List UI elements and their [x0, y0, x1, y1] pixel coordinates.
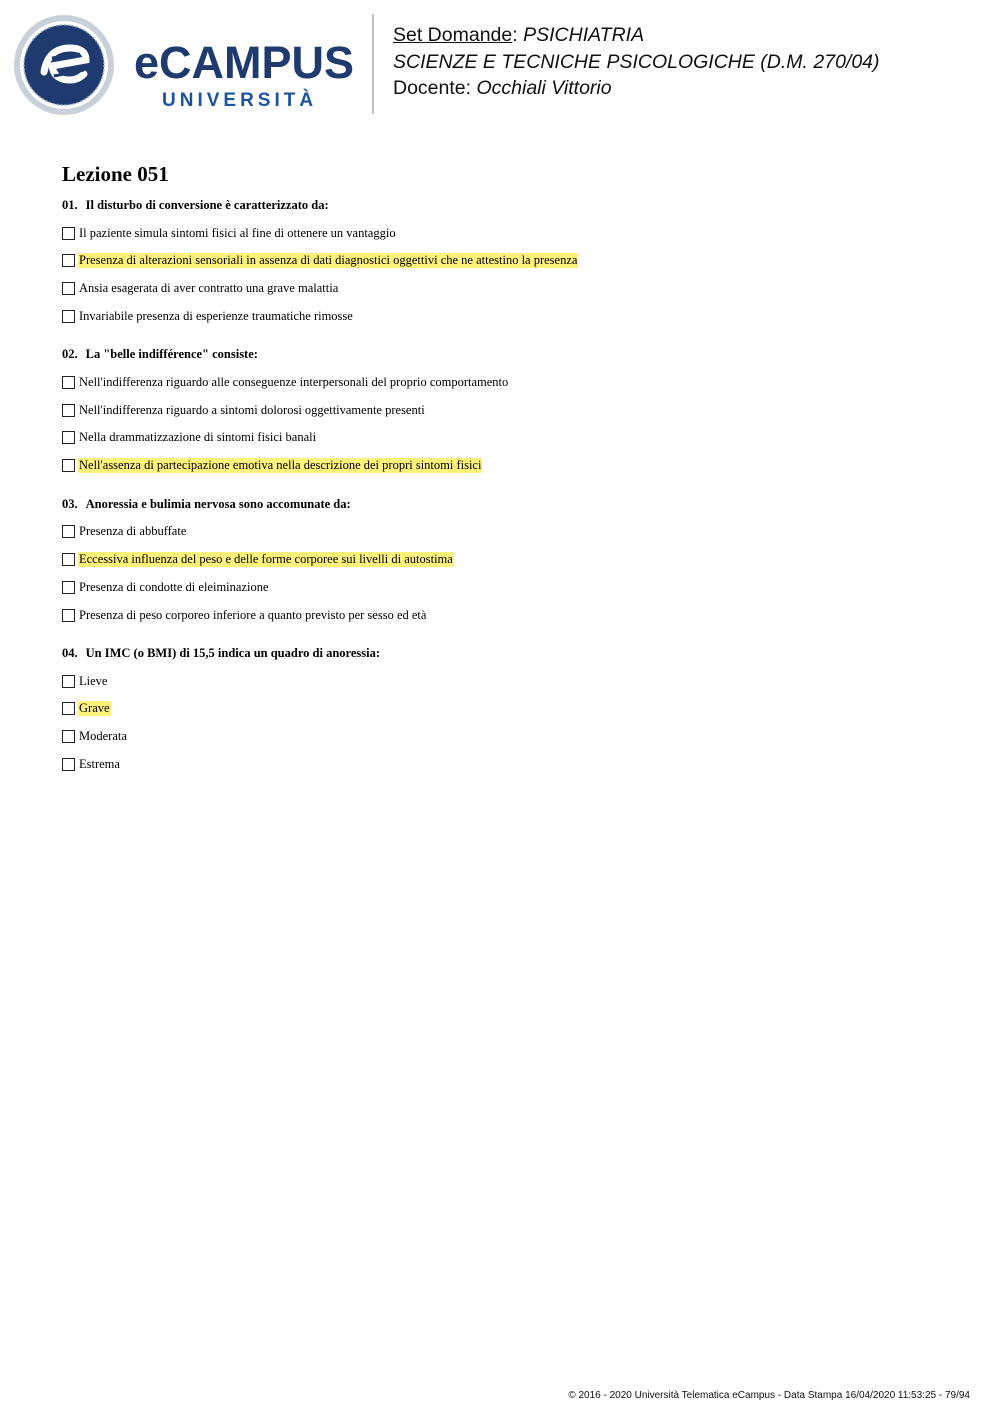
question-text — [62, 197, 962, 213]
brand-subtitle: UNIVERSITÀ — [162, 90, 318, 111]
answer-option — [62, 225, 962, 241]
page-header — [0, 0, 1000, 130]
answer-option — [62, 729, 962, 745]
answer-text: Nell'indifferenza riguardo a sintomi dolorosi oggettivamente presenti — [79, 402, 425, 417]
checkbox[interactable] — [62, 459, 75, 472]
question-number: 02. — [62, 347, 78, 362]
answer-option-correct — [62, 701, 962, 717]
set-line: Set Domande: PSICHIATRIA — [393, 24, 645, 46]
set-value: PSICHIATRIA — [523, 24, 645, 46]
answer-option — [62, 757, 962, 773]
answer-option — [62, 579, 962, 595]
set-label: Set Domande — [393, 24, 513, 46]
page-footer: © 2016 - 2020 Università Telematica eCampus - Data Stampa 16/04/2020 11:53:25 - 79/94 — [568, 1390, 970, 1401]
brand-text: eCAMPUS — [134, 37, 355, 88]
checkbox[interactable] — [62, 675, 75, 688]
checkbox[interactable] — [62, 227, 75, 240]
answer-option-correct — [62, 552, 962, 568]
teacher-label: Docente: — [393, 77, 472, 99]
question-01 — [62, 197, 962, 324]
checkbox[interactable] — [62, 581, 75, 594]
answer-text: Moderata — [79, 729, 127, 744]
checkbox[interactable] — [62, 758, 75, 771]
checkbox[interactable] — [62, 310, 75, 323]
question-label: Il disturbo di conversione è caratterizzato da: — [85, 198, 329, 212]
question-list — [62, 197, 962, 795]
question-number: 01. — [62, 198, 78, 212]
header-divider — [372, 14, 374, 114]
checkbox[interactable] — [62, 431, 75, 444]
answer-text: Presenza di condotte di eleiminazione — [79, 579, 269, 594]
question-number: 03. — [62, 496, 78, 511]
ecampus-seal-icon — [14, 15, 114, 115]
question-text — [62, 346, 962, 362]
answer-option — [62, 308, 962, 324]
teacher-line — [393, 75, 880, 102]
checkbox[interactable] — [62, 254, 75, 267]
checkbox[interactable] — [62, 404, 75, 417]
answer-text-highlighted: Grave — [79, 701, 110, 716]
checkbox[interactable] — [62, 553, 75, 566]
checkbox[interactable] — [62, 609, 75, 622]
answer-text: Ansia esagerata di aver contratto una grave malattia — [79, 281, 339, 296]
lesson-title: Lezione 051 — [62, 162, 169, 186]
checkbox[interactable] — [62, 525, 75, 538]
answer-option-correct — [62, 458, 962, 474]
answer-option — [62, 673, 962, 689]
answer-text: Presenza di peso corporeo inferiore a quanto previsto per sesso ed età — [79, 607, 427, 622]
answer-text: Nella drammatizzazione di sintomi fisici banali — [79, 430, 317, 445]
answer-option — [62, 524, 962, 540]
checkbox[interactable] — [62, 376, 75, 389]
answer-text: Lieve — [79, 673, 108, 688]
question-text — [62, 645, 962, 661]
question-number: 04. — [62, 646, 78, 661]
answer-option — [62, 402, 962, 418]
checkbox[interactable] — [62, 282, 75, 295]
ecampus-logo — [14, 14, 359, 118]
checkbox[interactable] — [62, 730, 75, 743]
checkbox[interactable] — [62, 702, 75, 715]
header-info — [393, 22, 880, 102]
question-02 — [62, 346, 962, 473]
answer-text: Invariabile presenza di esperienze traumatiche rimosse — [79, 308, 353, 323]
question-label: Anoressia e bulimia nervosa sono accomunate da: — [85, 496, 351, 511]
answer-option — [62, 430, 962, 446]
answer-text-highlighted: Presenza di alterazioni sensoriali in assenza di dati diagnostici oggettivi che ne attestino la presenza — [79, 253, 578, 268]
course-name: SCIENZE E TECNICHE PSICOLOGICHE (D.M. 270/04) — [393, 50, 880, 73]
answer-text: Nell'indifferenza riguardo alle conseguenze interpersonali del proprio comportamento — [79, 374, 509, 389]
question-04 — [62, 645, 962, 772]
question-label: Un IMC (o BMI) di 15,5 indica un quadro di anoressia: — [85, 646, 381, 661]
answer-text-highlighted: Nell'assenza di partecipazione emotiva nella descrizione dei propri sintomi fisici — [79, 458, 482, 473]
answer-option — [62, 374, 962, 390]
answer-text: Estrema — [79, 757, 120, 772]
answer-text: Il paziente simula sintomi fisici al fine di ottenere un vantaggio — [79, 225, 396, 240]
question-text — [62, 496, 962, 512]
answer-text: Presenza di abbuffate — [79, 524, 187, 539]
question-03 — [62, 496, 962, 623]
answer-option-correct — [62, 253, 962, 269]
answer-option — [62, 281, 962, 297]
question-label: La "belle indifférence" consiste: — [85, 347, 258, 362]
answer-option — [62, 607, 962, 623]
teacher-name: Occhiali Vittorio — [476, 77, 612, 99]
answer-text-highlighted: Eccessiva influenza del peso e delle forme corporee sui livelli di autostima — [79, 552, 453, 567]
